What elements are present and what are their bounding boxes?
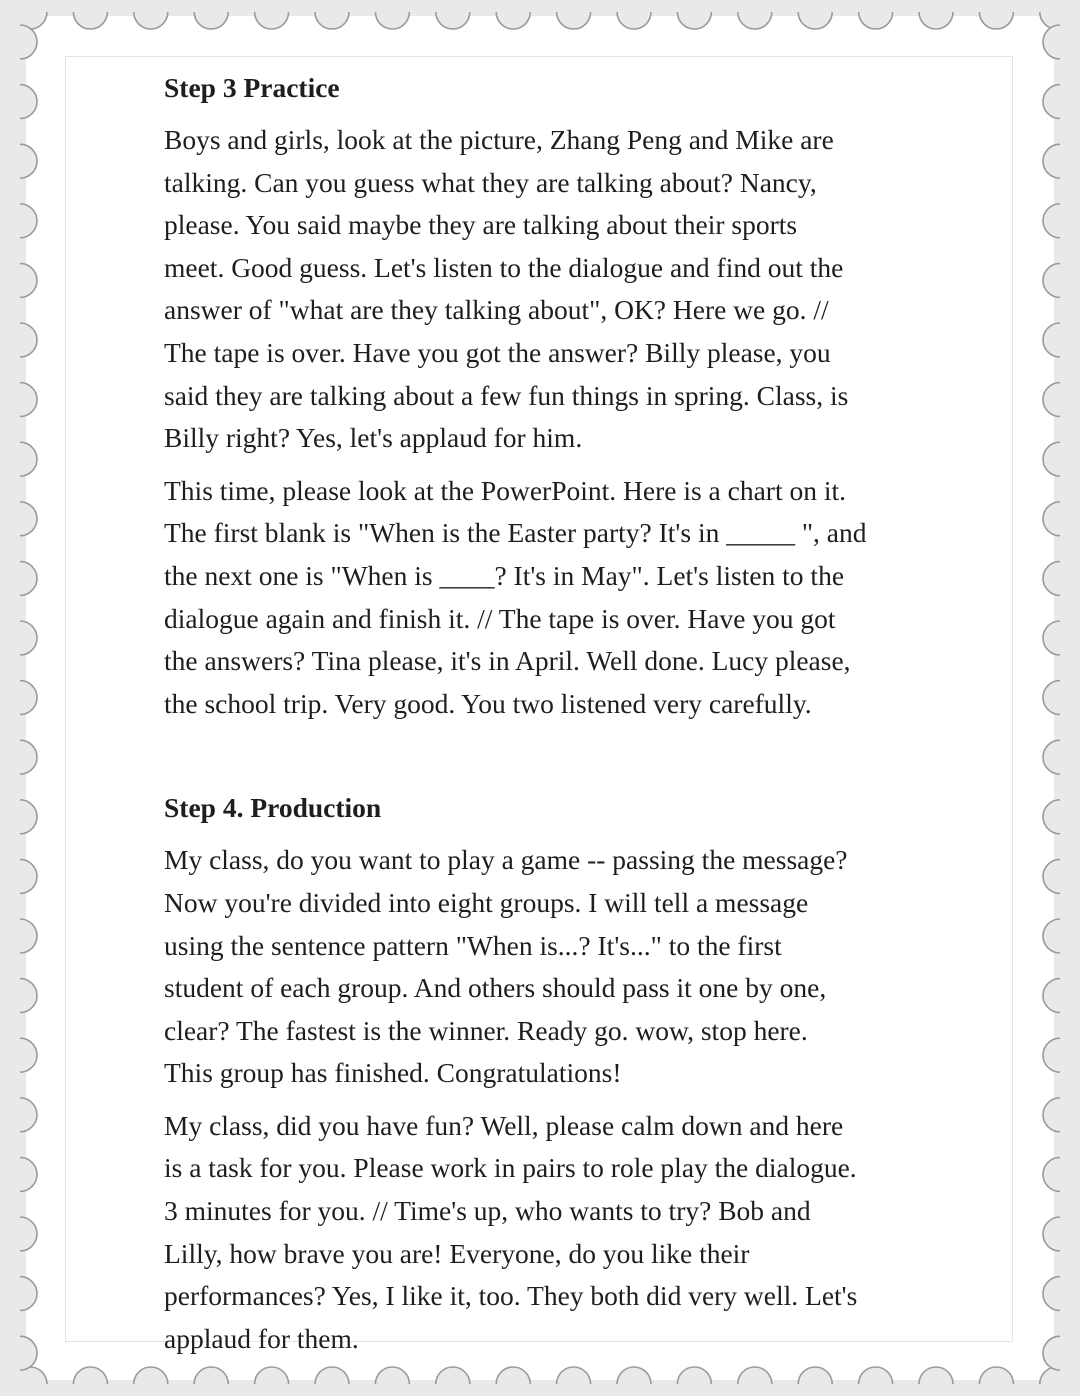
text-line: Now you're divided into eight groups. I will tell a message [164, 886, 809, 918]
text-line: using the sentence pattern "When is...? It's..." to the first [164, 929, 782, 961]
paragraph [164, 839, 934, 1095]
document-content [164, 67, 934, 1370]
document-page [65, 56, 1013, 1354]
section-heading: Step 4. Production [164, 792, 382, 824]
text-line: the next one is "When is ____? It's in May". Let's listen to the [164, 559, 845, 591]
section-step-4 [164, 787, 934, 1360]
text-line: student of each group. And others should pass it one by one, [164, 972, 827, 1004]
text-line: said they are talking about a few fun things in spring. Class, is [164, 379, 849, 411]
section-step-3 [164, 67, 934, 725]
text-line: The first blank is "When is the Easter party? It's in _____ ", and [164, 517, 867, 549]
text-line: talking. Can you guess what they are talking about? Nancy, [164, 166, 817, 198]
text-line: My class, do you want to play a game -- passing the message? [164, 844, 848, 876]
section-heading: Step 3 Practice [164, 72, 340, 103]
text-line: performances? Yes, I like it, too. They both did very well. Let's [164, 1280, 858, 1312]
text-line: meet. Good guess. Let's listen to the dialogue and find out the [164, 251, 844, 283]
text-line: This time, please look at the PowerPoint. Here is a chart on it. [164, 474, 846, 506]
paragraph [164, 470, 934, 726]
text-line: My class, did you have fun? Well, please calm down and here [164, 1109, 844, 1141]
text-line: applaud for them. [164, 1322, 359, 1354]
text-line: the school trip. Very good. You two listened very carefully. [164, 687, 812, 719]
text-line: the answers? Tina please, it's in April. Well done. Lucy please, [164, 645, 851, 677]
text-line: dialogue again and finish it. // The tape is over. Have you got [164, 602, 836, 634]
text-line: is a task for you. Please work in pairs to role play the dialogue. [164, 1152, 857, 1184]
text-line: 3 minutes for you. // Time's up, who wants to try? Bob and [164, 1195, 811, 1227]
text-line: Lilly, how brave you are! Everyone, do you like their [164, 1237, 750, 1269]
text-line: answer of "what are they talking about", OK? Here we go. // [164, 294, 829, 326]
section-spacer [164, 735, 934, 787]
text-line: The tape is over. Have you got the answer? Billy please, you [164, 336, 831, 368]
text-line: clear? The fastest is the winner. Ready go. wow, stop here. [164, 1014, 808, 1046]
paragraph [164, 1105, 934, 1361]
text-line: Billy right? Yes, let's applaud for him. [164, 422, 583, 454]
paragraph [164, 119, 934, 460]
text-line: Boys and girls, look at the picture, Zhang Peng and Mike are [164, 124, 834, 155]
text-line: please. You said maybe they are talking about their sports [164, 209, 798, 241]
text-line: This group has finished. Congratulations! [164, 1057, 622, 1089]
